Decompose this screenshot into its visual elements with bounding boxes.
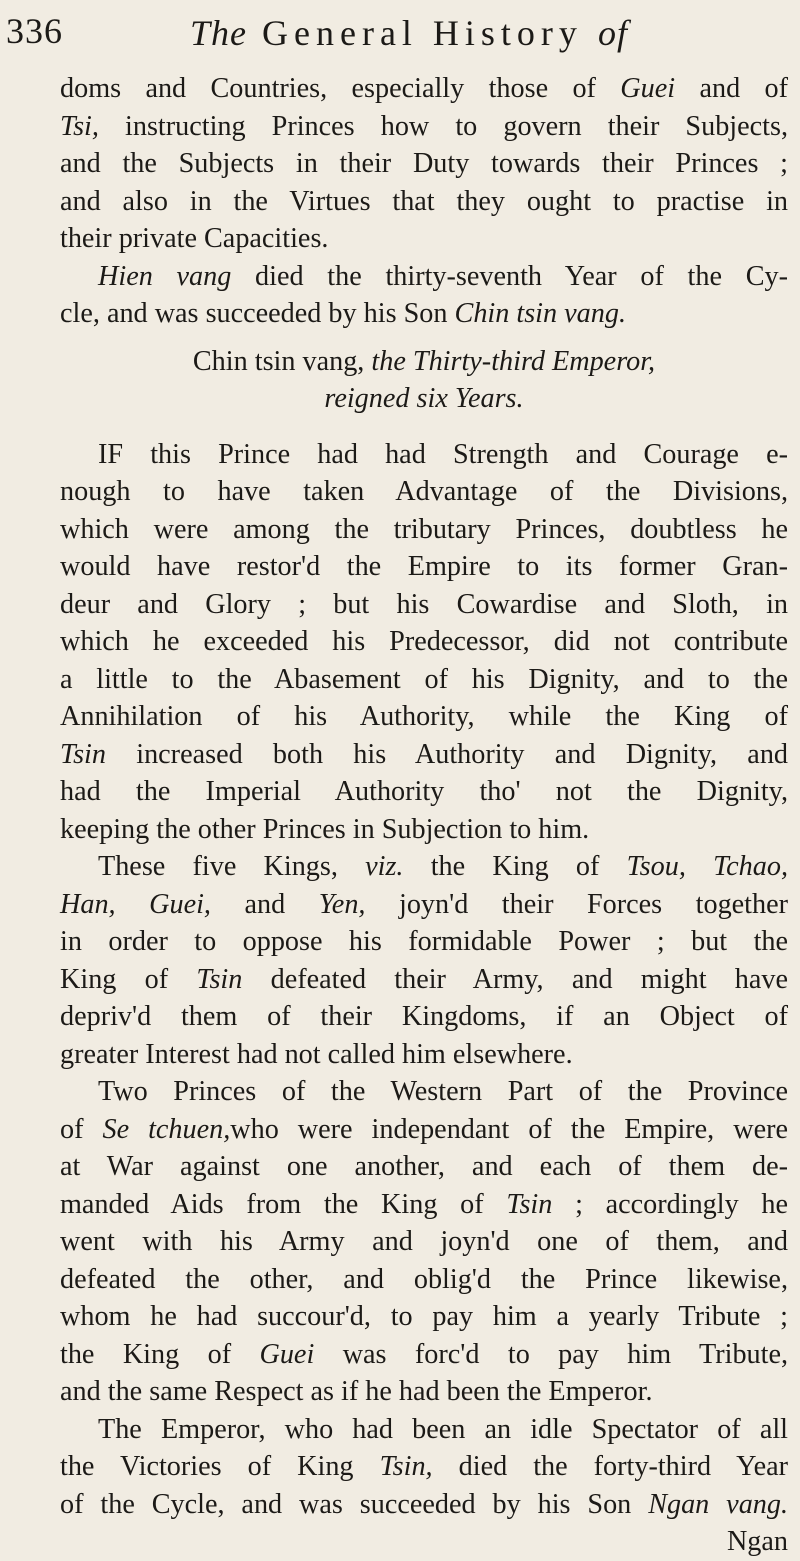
text-line: the Victories of King Tsin, died the forty-third Year <box>60 1451 789 1482</box>
text-line: their private Capacities. <box>60 223 329 254</box>
text-line: and the same Respect as if he had been the Emperor. <box>60 1376 653 1407</box>
text-line: cle, and was succeeded by his Son Chin tsin vang. <box>60 298 626 329</box>
text-line: Tsi, instructing Princes how to govern their Subjects, <box>60 110 788 142</box>
text-line: which he exceeded his Predecessor, did not contribute <box>60 626 788 657</box>
text-line: doms and Countries, especially those of Guei and of <box>60 73 789 104</box>
text-line: defeated the other, and oblig'd the Prince likewise, <box>60 1263 788 1295</box>
text-line: greater Interest had not called him elsewhere. <box>60 1038 573 1070</box>
text-line: had the Imperial Authority tho' not the Dignity, <box>60 776 788 807</box>
text-line: King of Tsin defeated their Army, and might have <box>60 963 789 995</box>
text-line: the King of Guei was forc'd to pay him Tribute, <box>60 1338 789 1370</box>
section-heading <box>60 343 788 381</box>
text-line: a little to the Abasement of his Dignity, and to the <box>60 663 788 695</box>
text-line: and also in the Virtues that they ought to practise in <box>60 185 788 217</box>
text-line: and the Subjects in their Duty towards their Princes ; <box>60 148 788 179</box>
text-line: went with his Army and joyn'd one of them, and <box>60 1226 788 1257</box>
text-line: Two Princes of the Western Part of the Province <box>98 1076 788 1107</box>
text-line: Tsin increased both his Authority and Dignity, and <box>60 738 789 770</box>
text-line: Annihilation of his Authority, while the King of <box>60 701 788 732</box>
section-subheading <box>60 380 788 418</box>
catchword: Ngan <box>726 1526 788 1557</box>
body-text <box>60 70 788 1561</box>
text-line: which were among the tributary Princes, doubtless he <box>60 513 788 545</box>
running-head-the: The <box>190 13 247 53</box>
text-line: of the Cycle, and was succeeded by his Son Ngan vang. <box>60 1488 789 1520</box>
text-line: manded Aids from the King of Tsin ; accordingly he <box>60 1188 789 1220</box>
emperor-name: Chin tsin vang, <box>192 345 365 377</box>
running-head <box>190 12 628 54</box>
text-line: These five Kings, viz. the King of Tsou, Tchao, <box>98 851 789 882</box>
text-line: The Emperor, who had been an idle Spectator of all <box>98 1413 788 1445</box>
text-line: in order to oppose his formidable Power ; but the <box>60 926 788 957</box>
emperor-title: the Thirty-third Emperor, <box>371 345 656 377</box>
text-line: keeping the other Princes in Subjection to him. <box>60 813 590 845</box>
running-head-of: of <box>597 13 628 53</box>
reign-length: reigned six Years. <box>324 383 524 414</box>
text-line: deur and Glory ; but his Cowardise and Sloth, in <box>60 588 788 620</box>
text-line: would have restor'd the Empire to its former Gran- <box>60 551 788 582</box>
text-line: nough to have taken Advantage of the Divisions, <box>60 476 788 507</box>
text-line: Han, Guei, and Yen, joyn'd their Forces together <box>60 888 789 920</box>
page-number: 336 <box>6 11 63 51</box>
running-head-main: General History <box>262 13 583 53</box>
text-line: Hien vang died the thirty-seventh Year of the Cy- <box>98 260 789 292</box>
text-line: at War against one another, and each of them de- <box>60 1151 788 1182</box>
text-line: whom he had succour'd, to pay him a yearly Tribute ; <box>60 1301 788 1332</box>
text-line: depriv'd them of their Kingdoms, if an Object of <box>60 1001 788 1032</box>
text-line: IF this Prince had had Strength and Courage e- <box>98 438 788 470</box>
text-line: of Se tchuen,who were independant of the Empire, were <box>60 1113 788 1145</box>
